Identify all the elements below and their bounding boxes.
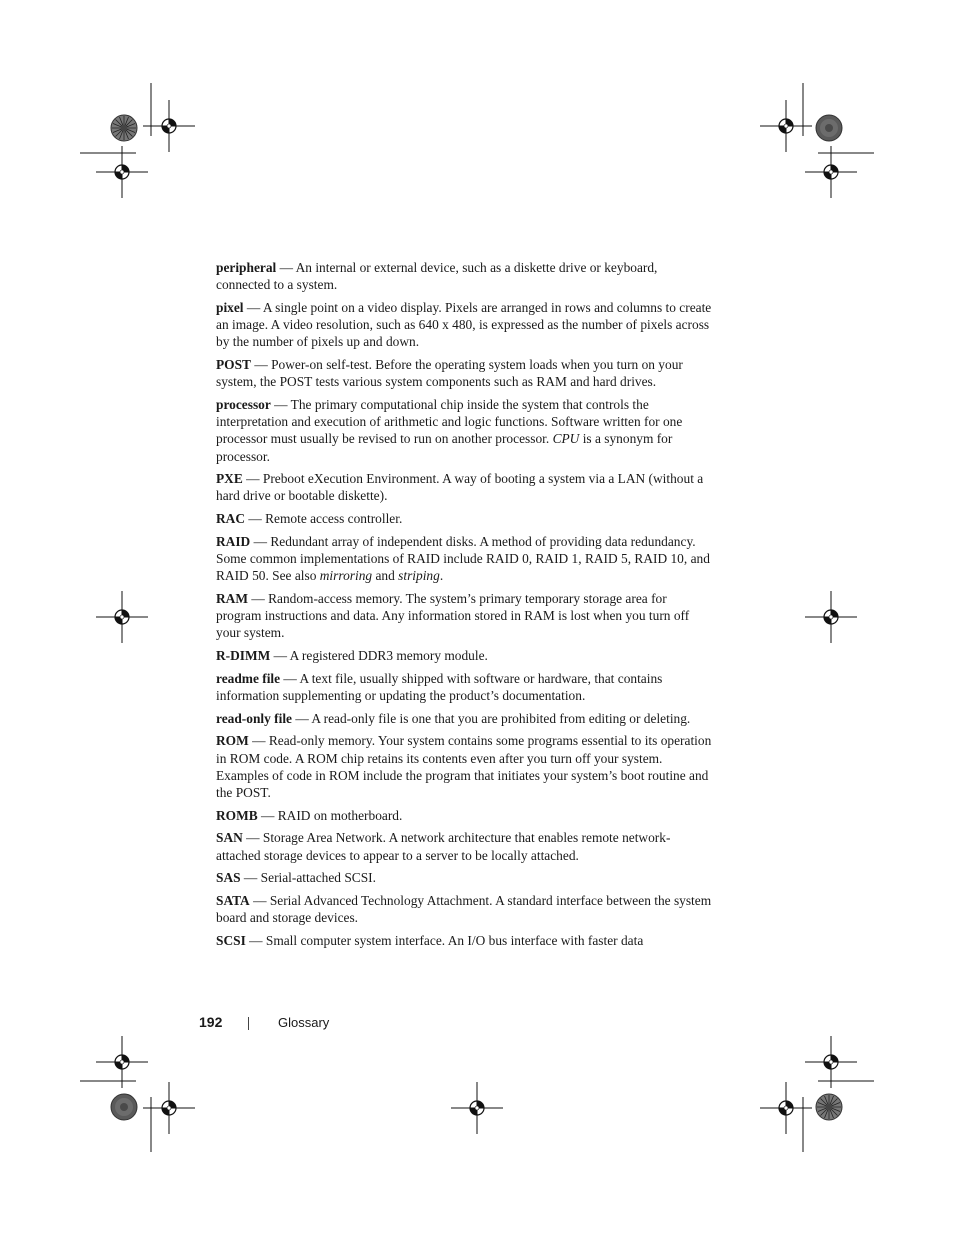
definition-text: Preboot eXecution Environment. A way of booting a system via a LAN (without a hard drive or bootable diskette).: [216, 471, 704, 504]
definition-text: A text file, usually shipped with software or hardware, that contains information supplementing or updating the product’s documentation.: [216, 670, 663, 703]
definition-text: Random-access memory. The system’s primary temporary storage area for program instructions and data. Any information stored in RAM is lost when you turn off your system.: [216, 590, 690, 641]
term-separator: —: [270, 396, 291, 412]
term-separator: —: [250, 357, 272, 373]
glossary-entry: [216, 670, 714, 704]
glossary-entry: [216, 807, 714, 824]
glossary-definition: [216, 591, 689, 640]
registration-crosshair: [805, 146, 857, 198]
glossary-entry: [216, 710, 714, 727]
term-separator: —: [270, 648, 290, 664]
glossary-term: RAC: [216, 511, 246, 527]
definition-text: and: [372, 568, 399, 584]
glossary-term: R-DIMM: [216, 648, 271, 664]
term-separator: —: [257, 807, 278, 823]
definition-emphasis: mirroring: [319, 568, 373, 584]
glossary-definition: [216, 357, 683, 389]
footer-section-title: Glossary: [278, 1015, 330, 1030]
glossary-entry: [216, 356, 714, 390]
glossary-entry: [216, 829, 714, 863]
term-separator: —: [250, 533, 271, 549]
glossary-entry: [216, 533, 714, 585]
glossary-definition: [216, 733, 711, 800]
registration-crosshair: [805, 1036, 857, 1088]
glossary-entry: [216, 732, 714, 801]
definition-text: The primary computational chip inside the system that controls the interpretation and execution of arithmetic and logic functions. Software written for one processor must usually be revised to run on another processor.: [216, 396, 683, 447]
term-separator: —: [243, 299, 263, 315]
glossary-term: ROM: [216, 733, 249, 749]
glossary-definition: [261, 870, 376, 885]
term-separator: —: [242, 830, 263, 846]
glossary-term: PXE: [216, 471, 243, 487]
definition-text: is a synonym for processor.: [216, 431, 673, 464]
glossary-entry: [216, 259, 714, 293]
definition-text: Power-on self-test. Before the operating system loads when you turn on your system, the POST tests various system components such as RAM and hard drives.: [216, 357, 683, 390]
glossary-definition: [266, 933, 643, 948]
definition-text: A single point on a video display. Pixels are arranged in rows and columns to create an image. A video resolution, such as 640 x 480, is expressed as the number of pixels across by the number of pixels up and down.: [216, 299, 712, 350]
glossary-term: processor: [216, 396, 271, 412]
starburst-mark: [111, 115, 137, 141]
page-number: 192: [199, 1014, 223, 1030]
definition-text: A read-only file is one that you are prohibited from editing or deleting.: [311, 710, 691, 726]
term-separator: —: [249, 893, 270, 908]
term-separator: —: [276, 260, 296, 275]
registration-crosshair: [805, 591, 857, 643]
glossary-entry: [216, 932, 714, 949]
registration-crosshair: [96, 591, 148, 643]
definition-text: RAID on motherboard.: [277, 807, 403, 823]
glossary-entry: [216, 470, 714, 504]
definition-text: Small computer system interface. An I/O bus interface with faster data: [265, 932, 644, 948]
footer-divider: [248, 1017, 249, 1030]
registration-crosshair: [96, 146, 148, 198]
glossary-definition: [311, 711, 690, 726]
definition-text: A registered DDR3 memory module.: [289, 648, 488, 664]
definition-emphasis: striping: [398, 568, 440, 584]
glossary-term: SATA: [216, 893, 250, 908]
glossary-definition: [216, 300, 711, 349]
registration-crosshair: [96, 1036, 148, 1088]
glossary-entry: [216, 510, 714, 527]
glossary-entry: [216, 396, 714, 465]
term-separator: —: [248, 733, 269, 749]
glossary-entry: [216, 299, 714, 351]
glossary-term: peripheral: [216, 260, 277, 275]
glossary-definition: [216, 471, 703, 503]
definition-text: An internal or external device, such as a diskette drive or keyboard, connected to a system.: [216, 260, 658, 293]
glossary-term: ROMB: [216, 807, 258, 823]
term-separator: —: [245, 932, 266, 948]
starburst-mark: [816, 1094, 842, 1120]
definition-text: .: [439, 568, 444, 584]
registration-crosshair: [760, 1082, 812, 1134]
definition-text: Remote access controller.: [265, 511, 403, 527]
glossary-definition: [278, 808, 403, 823]
glossary-term: readme file: [216, 670, 281, 686]
term-separator: —: [280, 670, 300, 686]
definition-text: Read-only memory. Your system contains some programs essential to its operation in ROM code. A ROM chip retains its contents even after you turn off your system. Examples of code in ROM include the program that initiates your system’s boot routine and the POST.: [216, 733, 712, 800]
glossary-entry: [216, 590, 714, 642]
definition-text: Serial-attached SCSI.: [260, 870, 376, 886]
disc-mark: [111, 1094, 137, 1120]
definition-emphasis: CPU: [552, 431, 580, 447]
glossary-entry: [216, 892, 714, 926]
glossary-term: RAID: [216, 533, 251, 549]
glossary-term: POST: [216, 357, 251, 373]
definition-text: Storage Area Network. A network architecture that enables remote network-attached storage devices to appear to a server to be locally attached.: [216, 830, 671, 863]
glossary-entry: [216, 647, 714, 664]
registration-crosshair: [451, 1082, 503, 1134]
term-separator: —: [240, 870, 261, 886]
glossary-term: pixel: [216, 299, 244, 315]
glossary-term: read-only file: [216, 710, 292, 726]
glossary-definition: [216, 830, 670, 862]
term-separator: —: [292, 710, 312, 726]
glossary-definition: [216, 893, 711, 925]
registration-crosshair: [760, 100, 812, 152]
term-separator: —: [247, 590, 269, 606]
disc-mark: [816, 115, 842, 141]
glossary-list: [216, 259, 714, 955]
glossary-definition: [290, 648, 488, 663]
definition-text: Serial Advanced Technology Attachment. A standard interface between the system board and storage devices.: [216, 893, 712, 926]
glossary-definition: [216, 534, 710, 583]
term-separator: —: [242, 471, 263, 487]
glossary-term: SAS: [216, 870, 241, 886]
glossary-term: RAM: [216, 590, 248, 606]
glossary-term: SCSI: [216, 932, 246, 948]
glossary-definition: [265, 511, 402, 526]
glossary-entry: [216, 869, 714, 886]
glossary-term: SAN: [216, 830, 243, 846]
definition-text: Redundant array of independent disks. A method of providing data redundancy. Some common implementations of RAID include RAID 0, RAID 1, RAID 5, RAID 10, and RAID 50. See also: [216, 533, 710, 584]
term-separator: —: [245, 511, 266, 527]
